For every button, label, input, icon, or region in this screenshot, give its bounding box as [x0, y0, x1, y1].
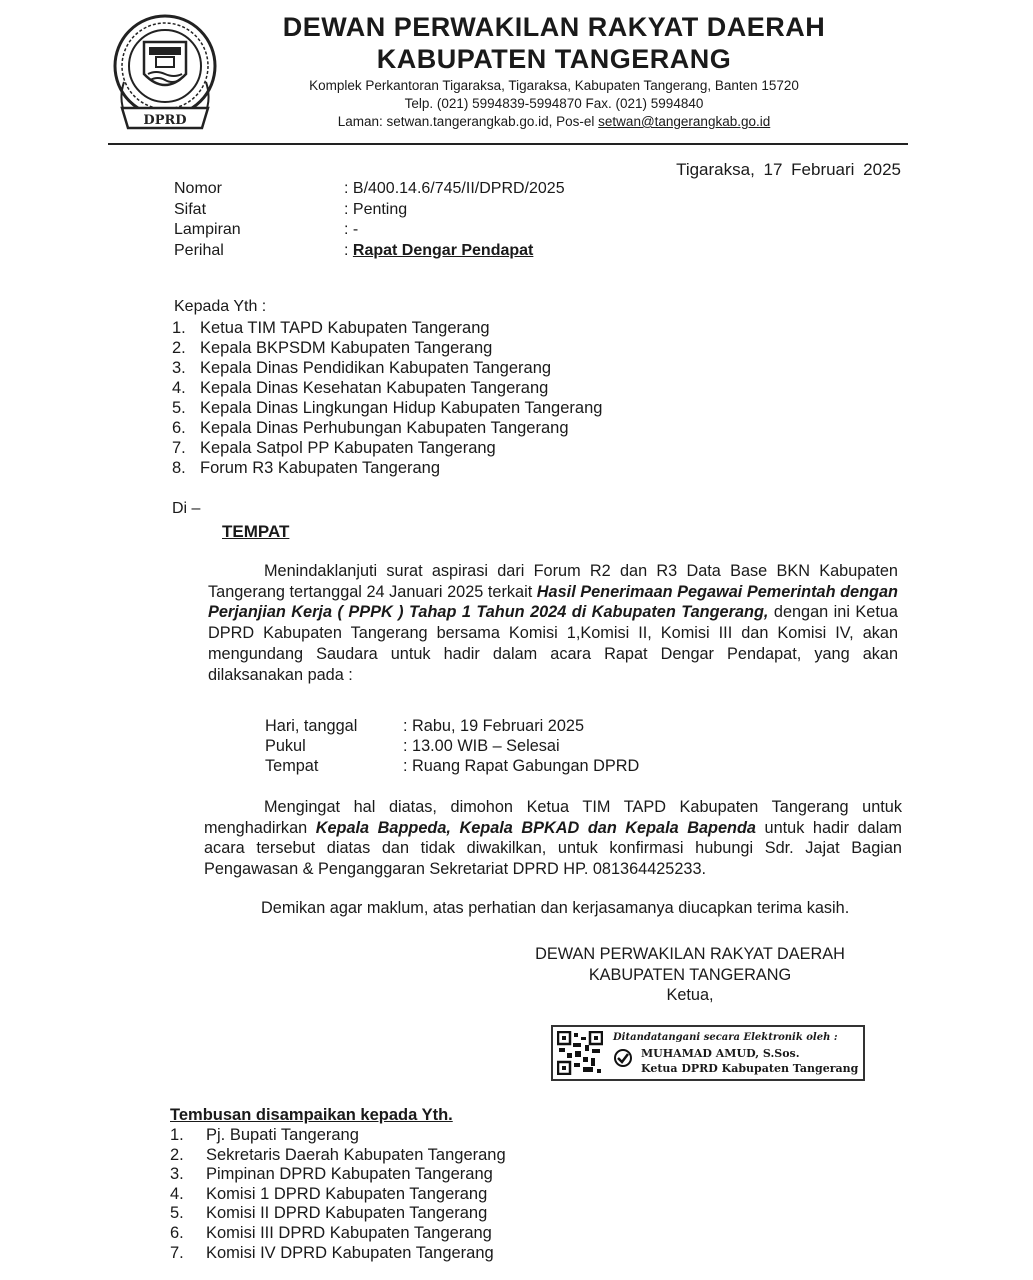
letter-page: DPRD DEWAN PERWAKILAN RAKYAT DAERAH KABUPATEN TANGERANG Komplek Perkantoran Tigaraksa, Tigaraksa, Kabupaten Tangerang, Banten 15720 Telp. (021) 5994839-5994870 Fax. (021) 5994840 Laman: setwan.tangerangkab.go.id, Pos-el setwan@tangerangkab.go.id Tigaraksa, 17 Februari 2025 Nomor : B/400.14.6/745/II/DPRD/2025 Sifat : Penting Lampiran : - Perihal : Rapat Dengar Pendapat Kepada Yth : 1. Ketua TIM TAPD Kabupaten Tangerang 2. Kepala BKPSDM Kabupaten Tangerang 3. Kepala Dinas Pendidikan Kabupaten Tangerang 4. Kepala Dinas Kesehatan Kabupaten Tangerang 5. Kepala Dinas Lingkungan Hidup Kabupaten Tangerang 6. Kepala Dinas Perhubungan Kabupaten Tangerang 7. Kepala Satpol PP Kabupaten Tangerang 8. Forum R3 Kabupaten Tangerang Di – TEMPAT Menindaklanjuti surat aspirasi dari Forum R2 dan R3 Data Base BKN Kabupaten Tangerang tertanggal 24 Januari 2025 terkait Hasil Penerimaan Pegawai Pemerintah dengan Perjanjian Kerja ( PPPK ) Tahap 1 Tahun 2024 di Kabupaten Tangerang, dengan ini Ketua DPRD Kabupaten Tangerang bersama Komisi 1,Komisi II, Komisi III dan Komisi IV, akan mengundang Saudara untuk hadir dalam acara Rapat Dengar Pendapat, yang akan dilaksanakan pada : Hari, tanggal : Rabu, 19 Februari 2025 Pukul : 13.00 WIB – Selesai Tempat : Ruang Rapat Gabungan DPRD Mengingat hal diatas, dimohon Ketua TIM TAPD Kabupaten Tangerang untuk menghadirkan Kepala Bappeda, Kepala BPKAD dan Kepala Bapenda untuk hadir dalam acara tersebut diatas dan tidak diwakilkan, untuk konfirmasi hubungi Sdr. Jajat Bagian Pengawasan & Penganggaran Sekretariat DPRD HP. 081364425233. Demikan agar maklum, atas perhatian dan kerjasamanya diucapkan terima kasih. DEWAN PERWAKILAN RAKYAT DAERAH KABUPATEN TANGERANG Ketua, Ditandatangani secara Elektronik oleh : MUHAMAD AMUD, S.Sos. Ketua DPRD Kabupaten Tangerang Tembusan disampaikan kepada Yth. 1. Pj. Bupati Tangerang 2. Sekretaris Daerah Kabupaten Tangerang 3. Pimpinan DPRD Kabupaten Tangerang 4. Komisi 1 DPRD Kabupaten Tangerang 5. Komisi II DPRD Kabupaten Tangerang 6. Komisi III DPRD Kabupaten Tangerang 7. Komisi IV DPRD Kabupaten Tangerang: [0, 0, 1033, 1280]
list-item: 5. Komisi II DPRD Kabupaten Tangerang: [170, 1204, 488, 1223]
esign-name: MUHAMAD AMUD, S.Sos.: [641, 1047, 800, 1060]
svg-text:DPRD: DPRD: [143, 113, 187, 128]
addressee-list: [172, 319, 602, 479]
list-item: 2. Kepala BKPSDM Kabupaten Tangerang: [172, 339, 493, 357]
meta-value: : -: [344, 221, 359, 238]
cc-heading: Tembusan disampaikan kepada Yth.: [170, 1106, 453, 1124]
letterhead-title-line1: DEWAN PERWAKILAN RAKYAT DAERAH: [282, 12, 826, 42]
meta-label: Nomor: [174, 180, 223, 197]
list-item: 3. Kepala Dinas Pendidikan Kabupaten Tangerang: [172, 359, 552, 377]
signature-line3: Ketua,: [666, 986, 714, 1004]
electronic-signature-stamp: [551, 1025, 865, 1081]
letter-date: Tigaraksa, 17 Februari 2025: [676, 160, 901, 179]
qr-code-icon: [557, 1031, 603, 1075]
closing-paragraph: Demikan agar maklum, atas perhatian dan kerjasamanya diucapkan terima kasih.: [261, 899, 850, 917]
addressee-heading: Kepada Yth :: [174, 298, 267, 315]
cc-list: [170, 1126, 506, 1263]
meta-label: Sifat: [174, 200, 207, 218]
body-paragraph-2: Mengingat hal diatas, dimohon Ketua TIM TAPD Kabupaten Tangerang untuk menghadirkan Kepala Bappeda, Kepala BPKAD dan Kepala Bapenda untuk hadir dalam acara tersebut diatas dan tidak diwakilkan, untuk konfirmasi hubungi Sdr. Jajat Bagian Pengawasan & Penganggaran Sekretariat DPRD HP. 081364425233.: [204, 798, 902, 879]
list-item: 6. Kepala Dinas Perhubungan Kabupaten Tangerang: [172, 419, 569, 437]
list-item: 8. Forum R3 Kabupaten Tangerang: [172, 459, 441, 477]
di-label: Di –: [172, 500, 201, 517]
esign-position: Ketua DPRD Kabupaten Tangerang: [641, 1062, 859, 1075]
meta-value: : Penting: [344, 200, 408, 218]
letterhead-web: [262, 114, 846, 129]
signature-line2: KABUPATEN TANGERANG: [588, 965, 792, 984]
list-item: 4. Komisi 1 DPRD Kabupaten Tangerang: [170, 1184, 488, 1203]
list-item: 6. Komisi III DPRD Kabupaten Tangerang: [170, 1223, 492, 1242]
letterhead-divider: [108, 143, 908, 145]
list-item: 5. Kepala Dinas Lingkungan Hidup Kabupaten Tangerang: [172, 399, 603, 417]
letterhead-phone: Telp. (021) 5994839-5994870 Fax. (021) 5994840: [404, 96, 704, 111]
tempat-label: TEMPAT: [222, 522, 290, 541]
list-item: 7. Komisi IV DPRD Kabupaten Tangerang: [170, 1243, 494, 1262]
esign-caption: Ditandatangani secara Elektronik oleh :: [613, 1032, 838, 1043]
list-item: 2. Sekretaris Daerah Kabupaten Tangerang: [170, 1145, 506, 1164]
list-item: 1. Ketua TIM TAPD Kabupaten Tangerang: [172, 319, 490, 337]
meta-value: : B/400.14.6/745/II/DPRD/2025: [344, 180, 565, 197]
list-item: 7. Kepala Satpol PP Kabupaten Tangerang: [172, 439, 496, 457]
body-paragraph-1: Menindaklanjuti surat aspirasi dari Forum R2 dan R3 Data Base BKN Kabupaten Tangerang tertanggal 24 Januari 2025 terkait Hasil Penerimaan Pegawai Pemerintah dengan Perjanjian Kerja ( PPPK ) Tahap 1 Tahun 2024 di Kabupaten Tangerang, dengan ini Ketua DPRD Kabupaten Tangerang bersama Komisi 1,Komisi II, Komisi III dan Komisi IV, akan mengundang Saudara untuk hadir dalam acara Rapat Dengar Pendapat, yang akan dilaksanakan pada :: [208, 562, 898, 684]
letterhead-email-link[interactable]: setwan@tangerangkab.go.id: [598, 114, 771, 129]
meta-value: : Rapat Dengar Pendapat: [344, 241, 534, 259]
signature-block: [510, 944, 870, 1006]
list-item: 1. Pj. Bupati Tangerang: [170, 1126, 359, 1144]
list-item: 3. Pimpinan DPRD Kabupaten Tangerang: [170, 1165, 493, 1184]
letterhead-address: Komplek Perkantoran Tigaraksa, Tigaraksa, Kabupaten Tangerang, Banten 15720: [309, 78, 799, 93]
letterhead-web-prefix: Laman: setwan.tangerangkab.go.id, Pos-el: [337, 114, 599, 129]
letterhead-title-line2: KABUPATEN TANGERANG: [376, 44, 732, 74]
meta-label: Lampiran: [174, 221, 241, 238]
bsre-seal-icon: [613, 1048, 633, 1068]
meta-label: Perihal: [174, 241, 224, 259]
list-item: 4. Kepala Dinas Kesehatan Kabupaten Tangerang: [172, 379, 549, 397]
dprd-logo-icon: [104, 12, 226, 134]
signature-line1: DEWAN PERWAKILAN RAKYAT DAERAH: [535, 945, 845, 963]
